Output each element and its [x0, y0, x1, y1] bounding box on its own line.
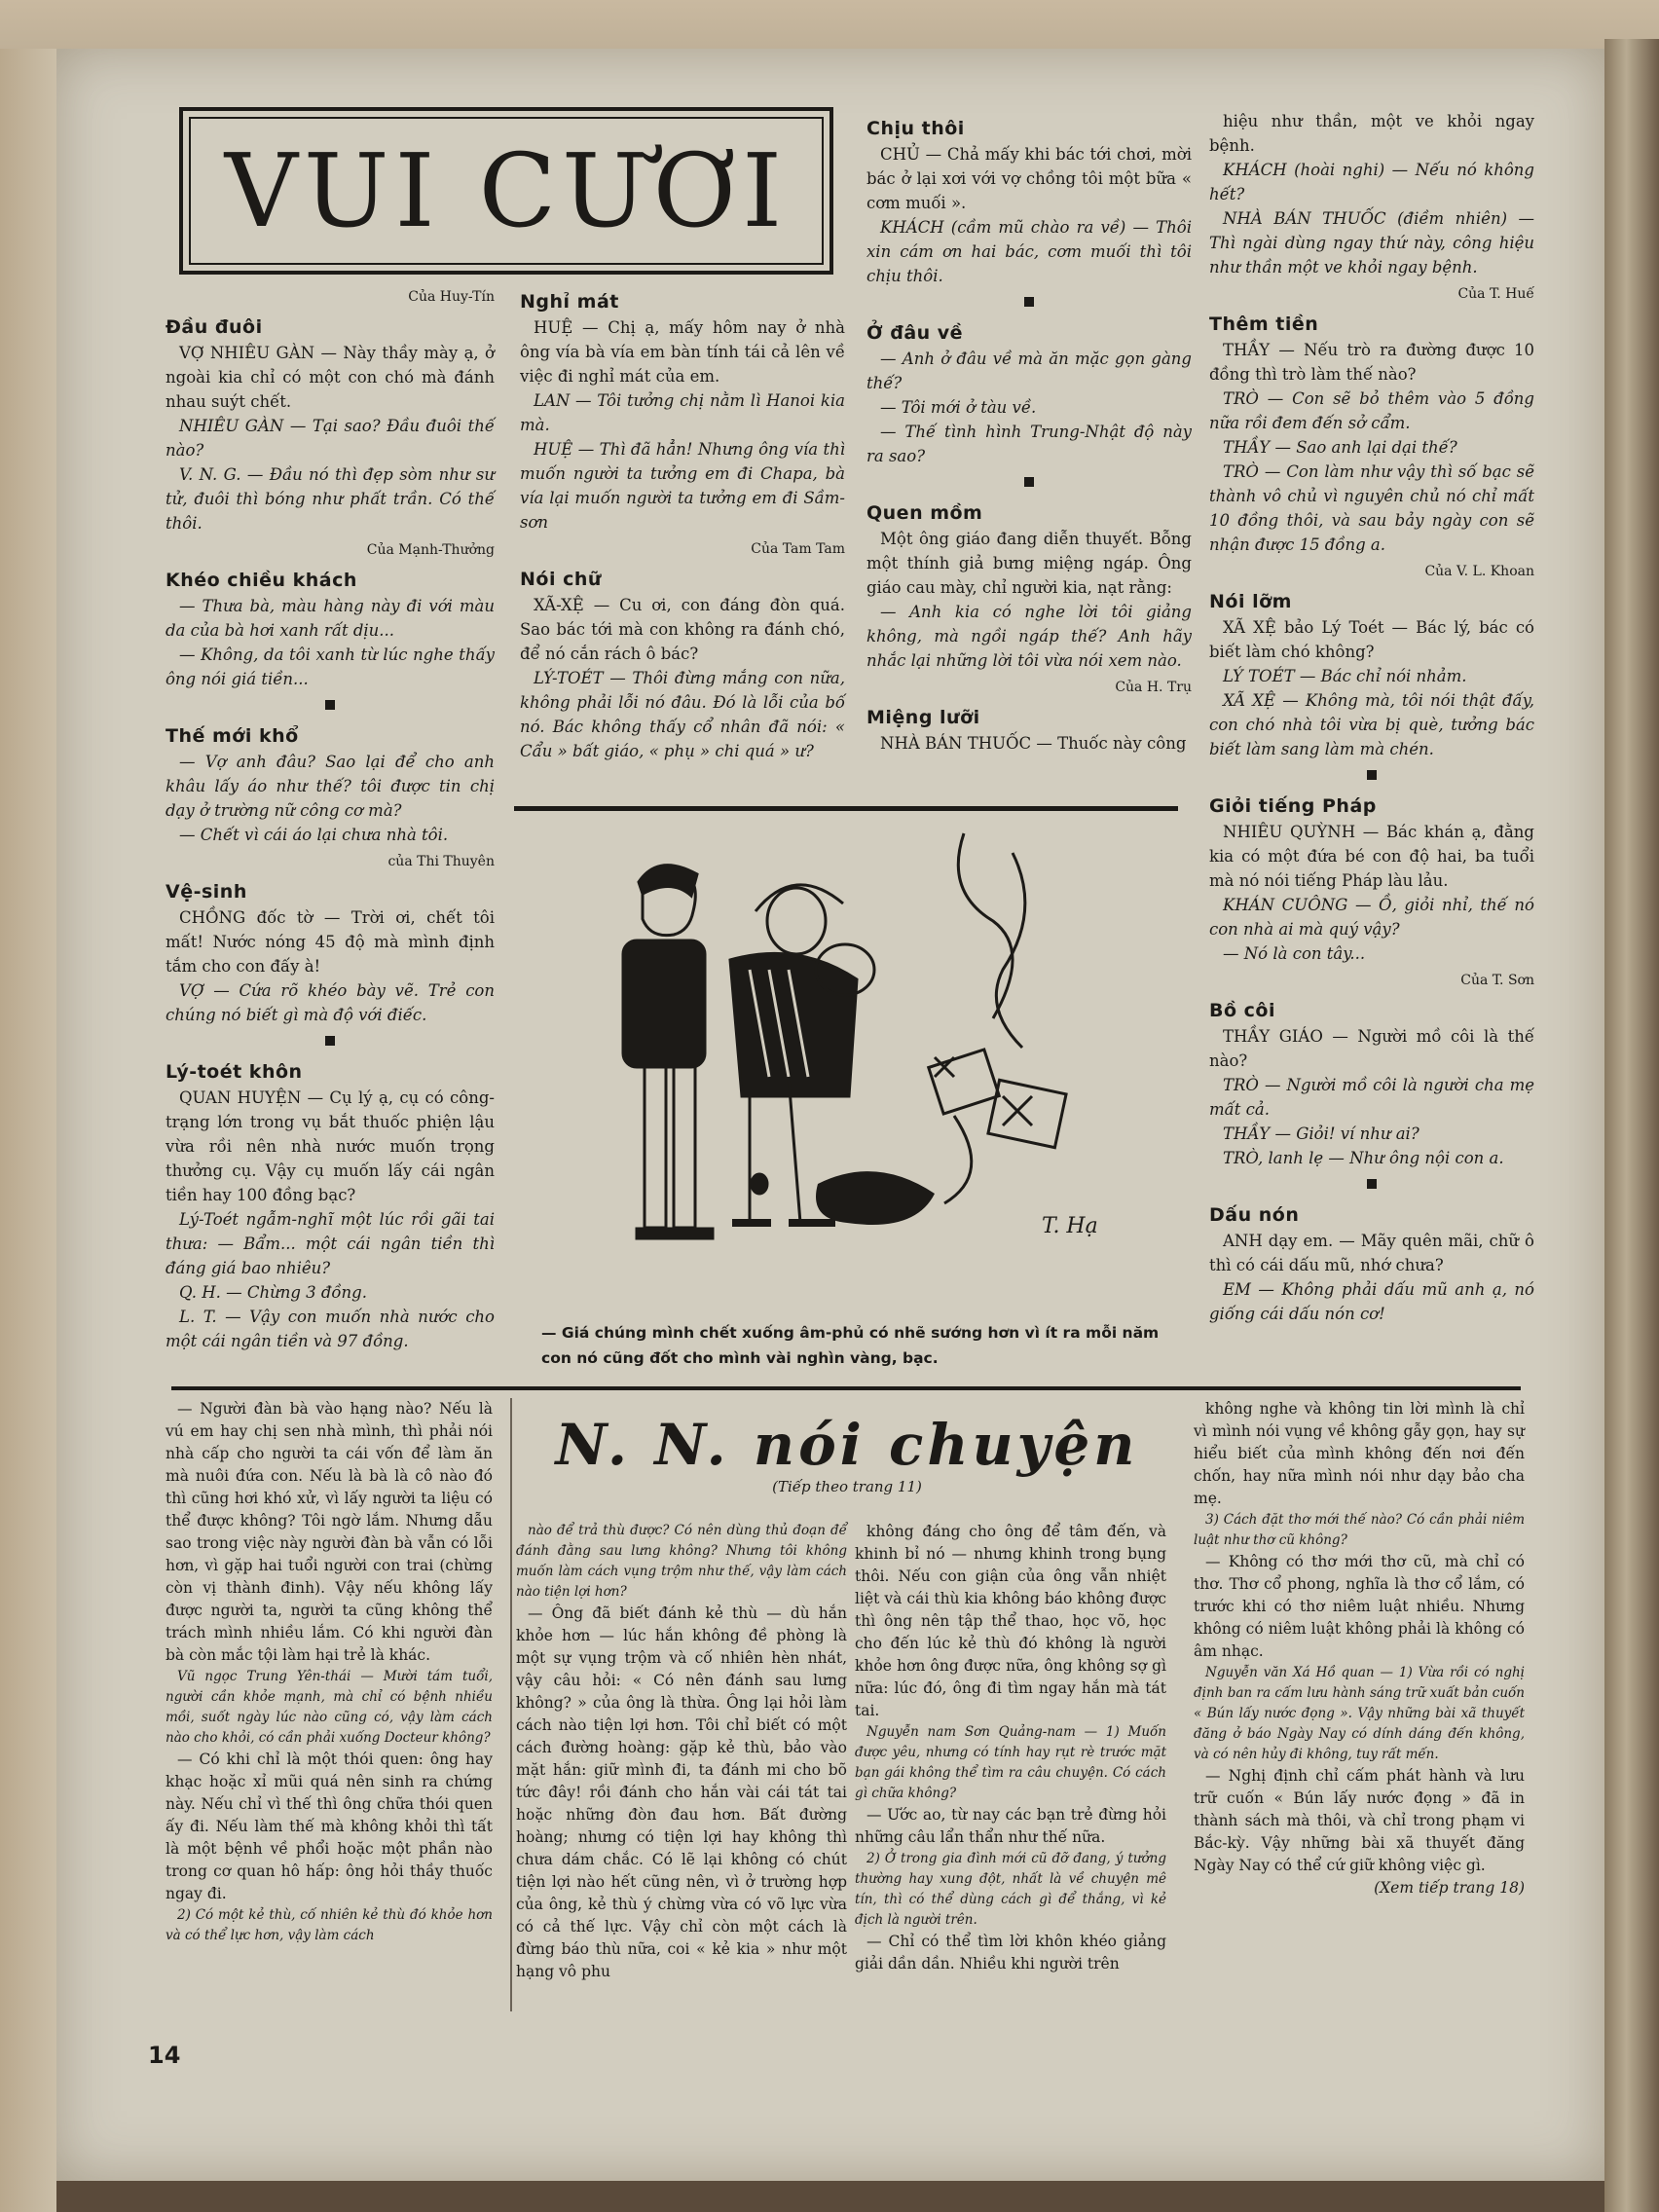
joke-title: Nói chữ — [520, 569, 602, 590]
article-title: N. N. nói chuyện — [555, 1412, 1139, 1478]
joke-title: Khéo chiều khách — [166, 570, 357, 591]
article-column-3 — [855, 1521, 1166, 1975]
article-paragraph: nào để trả thù được? Có nên dùng thủ đoạn để đánh đằng sau lưng không? Nhưng tôi không muốn làm cách vụng trộm như thế, vậy làm cách nào tiện lợi hơn? — [516, 1523, 847, 1600]
artist-signature: T. Hạ — [1042, 1214, 1098, 1238]
joke-line: TRÒ — Con làm như vậy thì số bạc sẽ thành vô chủ vì nguyên chủ nó chỉ mất 10 đồng thôi, và sau bảy ngày con sẽ nhận được 15 đồng a. — [1209, 462, 1534, 554]
separator-square — [1209, 765, 1534, 787]
joke-byline: Của Huy-Tín — [408, 289, 495, 305]
ground-shadow — [816, 1171, 935, 1225]
joke-line: Một ông giáo đang diễn thuyết. Bỗng một thính giả bưng miệng ngáp. Ông giáo cau mày, chỉ người kia, nạt rằng: — [866, 530, 1192, 597]
joke-line: VỢ — Cứa rõ khéo bày vẽ. Trẻ con chúng nó biết gì mà độ với điếc. — [166, 981, 495, 1024]
joke-line: — Vợ anh đâu? Sao lại để cho anh khâu lấy áo như thế? tôi được tin chị dạy ở trường nữ công cơ mà? — [166, 753, 495, 820]
joke-line: QUAN HUYỆN — Cụ lý ạ, cụ có công-trạng lớn trong vụ bắt thuốc phiện lậu vừa rồi nên nhà nước muốn trọng thưởng cụ. Vậy cụ muốn lấy cái ngân tiền hay 100 đồng bạc? — [166, 1088, 495, 1204]
joke-line: — Nó là con tây... — [1223, 944, 1366, 963]
article-paragraph: 2) Có một kẻ thù, cố nhiên kẻ thù đó khỏe hơn và có thể lực hơn, vậy làm cách — [166, 1907, 493, 1943]
article-continued-note: (Tiếp theo trang 11) — [772, 1478, 922, 1495]
article-paragraph: — Ông đã biết đánh kẻ thù — dù hắn khỏe hơn — lúc hắn không đề phòng là một sự vụng trộm và cố nhiên hèn nhát, vậy câu hỏi: « Có nên đánh sau lưng không? » của ông là thừa. Ông lại hỏi làm cách nào tiện lợi hơn. Tôi chỉ biết có một cách đường hoàng: gặp kẻ thù, bảo vào mặt hắn: giữ mình đi, ta đánh mi cho bõ tức đây! rồi đánh cho hắn vài cái tát tai hoặc những đòn đau hơn. Bất đường hoàng; nhưng có tiện lợi hay không thì chưa dám chắc. Có lẽ lại không có chút tiện lợi nào hết cũng nên, vì ở trường hợp của ông, kẻ thù ý chừng vừa có võ lực vừa có cả thế lực. Vậy chỉ còn một cách là đừng báo thù nữa, coi « kẻ kia » như một hạng vô phu — [516, 1604, 847, 1980]
joke-line: hiệu như thần, một ve khỏi ngay bệnh. — [1209, 112, 1534, 155]
joke-line: LÝ-TOÉT — Thôi đừng mắng con nữa, không phải lỗi nó đâu. Đó là lỗi của bố nó. Bác không thấy cổ nhân đã nói: « Cẩu » bất giáo, « phụ » chi quá » ư? — [520, 669, 845, 760]
joke-line: NHIÊU GÀN — Tại sao? Đầu đuôi thế nào? — [166, 417, 495, 460]
joke-line: THẦY — Giỏi! ví như ai? — [1223, 1124, 1419, 1143]
joke-line: VỢ NHIÊU GÀN — Này thầy mày ạ, ở ngoài kia chỉ có một con chó mà đánh nhau suýt chết. — [166, 344, 495, 411]
article-paragraph: không đáng cho ông để tâm đến, và khinh bỉ nó — nhưng khinh trong bụng thôi. Nếu con giận của ông vẫn nhiệt liệt và cái thù kia không báo không được thì ông nên tập thể thao, học võ, học cho đến lúc kẻ thù đó không là người khỏe hơn ông được nữa, ông không sợ gì nữa: lúc đó, ông đi tìm ngay hắn mà tát tai. — [855, 1523, 1166, 1719]
joke-line: THẦY — Sao anh lại dại thế? — [1223, 438, 1457, 457]
masthead-box — [179, 107, 833, 275]
column-2 — [520, 282, 845, 763]
separator-square — [866, 472, 1192, 494]
joke-line: V. N. G. — Đầu nó thì đẹp sòm như sư tử, đuôi thì bóng như phất trần. Có thế thôi. — [166, 465, 495, 533]
joke-line: NHIÊU QUỲNH — Bác khán ạ, đằng kia có một đứa bé con độ hai, ba tuổi mà nó nói tiếng Pháp làu lảu. — [1209, 823, 1534, 890]
separator-square-mark — [1024, 477, 1034, 487]
joke-line: — Anh ở đâu về mà ăn mặc gọn gàng thế? — [866, 350, 1192, 392]
burning-offerings — [929, 833, 1066, 1203]
illustration-caption: — Giá chúng mình chết xuống âm-phủ có nhẽ sướng hơn vì ít ra mỗi năm con nó cũng đốt cho mình vài nghìn vàng, bạc. — [541, 1324, 1160, 1367]
joke-line: NHÀ BÁN THUỐC — Thuốc này công — [880, 734, 1187, 753]
article-column-4 — [1194, 1398, 1525, 1899]
article-paragraph: Nguyễn nam Sơn Quảng-nam — 1) Muốn được yêu, nhưng có tính hay rụt rè trước mặt bạn gái không thể tìm ra câu chuyện. Có cách gì chữa không? — [855, 1724, 1166, 1801]
joke-line: — Không, da tôi xanh từ lúc nghe thấy ông nói giá tiền... — [166, 645, 495, 688]
column-3 — [866, 109, 1192, 756]
joke-line: L. T. — Vậy con muốn nhà nước cho một cái ngân tiền và 97 đồng. — [166, 1308, 495, 1350]
joke-line: XÃ XỆ bảo Lý Toét — Bác lý, bác có biết làm chó không? — [1209, 618, 1534, 661]
article-paragraph: — Chỉ có thể tìm lời khôn khéo giảng giải dần dần. Nhiều khi người trên — [855, 1933, 1166, 1972]
joke-line: THẦY — Nếu trò ra đường được 10 đồng thì trò làm thế nào? — [1209, 341, 1534, 384]
cartoon-illustration — [584, 814, 1129, 1320]
joke-title: Ở đâu về — [866, 322, 964, 344]
joke-byline: Của T. Sơn — [1460, 973, 1534, 988]
joke-line: TRÒ — Người mồ côi là người cha mẹ mất cả. — [1209, 1076, 1534, 1119]
joke-byline: Của T. Huế — [1457, 286, 1534, 302]
joke-line: HUỆ — Thì đã hẳn! Nhưng ông vía thì muốn người ta tưởng em đi Chapa, bà vía lại muốn người ta tưởng em đi Sầm-sơn — [520, 440, 845, 532]
joke-title: Lý-toét khôn — [166, 1061, 303, 1083]
joke-byline: Của Tam Tam — [751, 541, 845, 557]
joke-line: NHÀ BÁN THUỐC (điềm nhiên) — Thì ngài dùng ngay thứ này, công hiệu như thần một ve khỏi ngay bệnh. — [1209, 209, 1534, 276]
article-paragraph: 2) Ở trong gia đình mới cũ đỡ đang, ý tưởng thường hay xung đột, nhất là về chuyện mê tín, thì có thể dùng cách gì để thắng, vì kẻ địch là người trên. — [855, 1851, 1166, 1928]
separator-square — [866, 292, 1192, 313]
joke-line: EM — Không phải dấu mũ anh ạ, nó giống cái dấu nón cơ! — [1209, 1280, 1534, 1323]
joke-title: Chịu thôi — [866, 118, 965, 139]
figure-middle — [730, 885, 874, 1223]
masthead-title: VUI CƯƠI — [189, 117, 824, 265]
article-paragraph: không nghe và không tin lời mình là chỉ vì mình nói vụng về không gẫy gọn, hay sự hiểu biết của mình không đến nơi đến chốn, hay nữa mình nói như dạy bảo cha mẹ. — [1194, 1400, 1525, 1507]
joke-line: — Thưa bà, màu hàng này đi với màu da của bà hơi xanh rất dịu... — [166, 597, 495, 640]
page-right-edge — [1604, 39, 1659, 2212]
article-paragraph: (Xem tiếp trang 18) — [1374, 1879, 1525, 1897]
joke-title: Đầu đuôi — [166, 316, 263, 338]
illustration-top-rule — [514, 806, 1178, 811]
joke-title: Nghỉ mát — [520, 291, 619, 313]
joke-line: Lý-Toét ngẫm-nghĩ một lúc rồi gãi tai thưa: — Bẩm... một cái ngân tiền thì đáng giá bao nhiêu? — [166, 1210, 495, 1277]
section-divider — [171, 1386, 1521, 1390]
separator-square-mark — [1024, 297, 1034, 307]
separator-square-mark — [1367, 770, 1377, 780]
joke-line: THẦY GIÁO — Người mồ côi là thế nào? — [1209, 1027, 1534, 1070]
bottom-column-rule — [510, 1398, 512, 2011]
article-paragraph: — Ước ao, từ nay các bạn trẻ đừng hỏi những câu lẩn thẩn như thế nữa. — [855, 1806, 1166, 1846]
joke-title: Nói lỡm — [1209, 591, 1292, 612]
joke-title: Quen mồm — [866, 502, 983, 524]
separator-square-mark — [325, 1036, 335, 1046]
joke-line: XÃ-XỆ — Cu ơi, con đáng đòn quá. Sao bác tới mà con không ra đánh chó, để nó cắn rách ô bác? — [520, 596, 845, 663]
joke-line: LAN — Tôi tưởng chị nằm lì Hanoi kia mà. — [520, 391, 845, 434]
column-4 — [1209, 109, 1534, 1326]
page-left-edge — [0, 49, 56, 2212]
article-paragraph: 3) Cách đặt thơ mới thế nào? Có cần phải niêm luật như thơ cũ không? — [1194, 1512, 1525, 1548]
joke-byline: Của V. L. Khoan — [1424, 564, 1534, 579]
joke-byline: Của Mạnh-Thưởng — [366, 542, 495, 558]
joke-title: Thêm tiền — [1209, 313, 1319, 335]
article-paragraph: Nguyễn văn Xá Hồ quan — 1) Vừa rồi có nghị định ban ra cấm lưu hành sáng trữ xuất bản cuốn « Bún lấy nước đọng ». Vậy những bài xã thuyết đăng ở báo Ngày Nay có dính dáng đến không, và có nên hủy đi không, tuy rất mến. — [1194, 1665, 1525, 1762]
page-top-edge — [0, 0, 1659, 49]
joke-line: HUỆ — Chị ạ, mấy hôm nay ở nhà ông vía bà vía em bàn tính tái cả lên về việc đi nghỉ mát của em. — [520, 318, 845, 386]
joke-line: KHÁN CUÔNG — Ồ, giỏi nhỉ, thế nó con nhà ai mà quý vậy? — [1209, 896, 1534, 939]
joke-line: — Chết vì cái áo lại chưa nhà tôi. — [179, 826, 449, 844]
joke-line: LÝ TOÉT — Bác chỉ nói nhảm. — [1223, 667, 1467, 685]
article-paragraph: — Người đàn bà vào hạng nào? Nếu là vú em hay chị sen nhà mình, thì phải nói nhà cấp cho người ta cái vốn để làm ăn mà nuôi đứa con. Nếu là bà là cô nào đó thì cũng hơi khó xử, vì lấy người ta liệu có thể được không? Tôi ngờ lắm. Nhưng dẫu sao trong việc này người đàn bà vẫn có lỗi hơn, vì gặp hai tuổi người con trai (chừng còn vị thành đinh). Vậy nếu không lấy được người ta, người ta cũng không thể trách mình nhiều lắm. Có khi người đàn bà còn mắc tội làm hại trẻ là khác. — [166, 1400, 493, 1664]
joke-line: KHÁCH (hoài nghi) — Nếu nó không hết? — [1209, 161, 1534, 203]
figure-left — [623, 866, 713, 1238]
joke-byline: của Thi Thuyên — [387, 854, 495, 869]
article-paragraph: — Có khi chỉ là một thói quen: ông hay khạc hoặc xỉ mũi quá nên sinh ra chứng này. Nếu chỉ vì thế thì ông chữa thói quen ấy đi. Nếu làm thế mà không khỏi thì tất là một bệnh về phổi hoặc một phần nào trong cơ quan hô hấp: ông hỏi thầy thuốc ngay đi. — [166, 1751, 493, 1902]
joke-line: TRÒ, lanh lẹ — Như ông nội con a. — [1223, 1149, 1504, 1167]
article-column-1 — [166, 1398, 493, 1946]
separator-square-mark — [325, 700, 335, 710]
joke-byline: Của H. Trụ — [1115, 680, 1192, 695]
page-number: 14 — [148, 2042, 181, 2069]
joke-title: Thế mới khổ — [166, 725, 299, 747]
separator-square — [166, 1031, 495, 1052]
joke-line: — Tôi mới ở tàu về. — [880, 398, 1037, 417]
joke-line: — Anh kia có nghe lời tôi giảng không, mà ngồi ngáp thế? Anh hãy nhắc lại những lời tôi vừa nói xem nào. — [866, 603, 1192, 670]
separator-square — [1209, 1174, 1534, 1196]
separator-square-mark — [1367, 1179, 1377, 1189]
joke-line: XÃ XỆ — Không mà, tôi nói thật đấy, con chó nhà tôi vừa bị què, tưởng bác biết làm sang làm mà chén. — [1209, 691, 1534, 758]
joke-title: Giỏi tiếng Pháp — [1209, 795, 1377, 817]
joke-title: Vệ-sinh — [166, 881, 247, 903]
column-1 — [166, 282, 495, 1353]
joke-title: Miệng lưỡi — [866, 707, 980, 728]
joke-title: Bồ côi — [1209, 1000, 1275, 1021]
article-paragraph: — Không có thơ mới thơ cũ, mà chỉ có thơ. Thơ cổ phong, nghĩa là thơ cổ lắm, có trước khi có thơ niêm luật nhiều. Nhưng không có niêm luật không phải là không có âm nhạc. — [1194, 1553, 1525, 1660]
joke-line: — Thế tình hình Trung-Nhật độ này ra sao? — [866, 423, 1192, 465]
joke-line: Q. H. — Chừng 3 đồng. — [179, 1283, 367, 1302]
joke-title: Dấu nón — [1209, 1204, 1300, 1226]
separator-square — [166, 695, 495, 717]
article-paragraph: — Nghị định chỉ cấm phát hành và lưu trữ cuốn « Bún lấy nước đọng » đã in thành sách mà thôi, và chỉ trong phạm vi Bắc-kỳ. Vậy những bài xã thuyết đăng Ngày Nay có thể cứ giữ không việc gì. — [1194, 1767, 1525, 1874]
joke-line: KHÁCH (cầm mũ chào ra về) — Thôi xin cám ơn hai bác, cơm muối thì tôi chịu thôi. — [866, 218, 1192, 285]
joke-line: CHỒNG đốc tờ — Trời ơi, chết tôi mất! Nước nóng 45 độ mà mình định tắm cho con đấy à! — [166, 908, 495, 976]
joke-line: CHỦ — Chả mấy khi bác tới chơi, mời bác ở lại xơi với vợ chồng tôi một bữa « cơm muối ». — [866, 145, 1192, 212]
article-column-2 — [516, 1521, 847, 1983]
article-paragraph: Vũ ngọc Trung Yên-thái — Mười tám tuổi, người cần khỏe mạnh, mà chỉ có bệnh nhiều mồi, suốt ngày lúc nào cũng có, vậy làm cách nào cho khỏi, có cần phải xuống Docteur không? — [166, 1669, 493, 1746]
joke-line: TRÒ — Con sẽ bỏ thêm vào 5 đồng nữa rồi đem đến sở cẩm. — [1209, 389, 1534, 432]
joke-line: ANH dạy em. — Mãy quên mãi, chữ ô thì có cái dấu mũ, nhớ chưa? — [1209, 1232, 1534, 1274]
